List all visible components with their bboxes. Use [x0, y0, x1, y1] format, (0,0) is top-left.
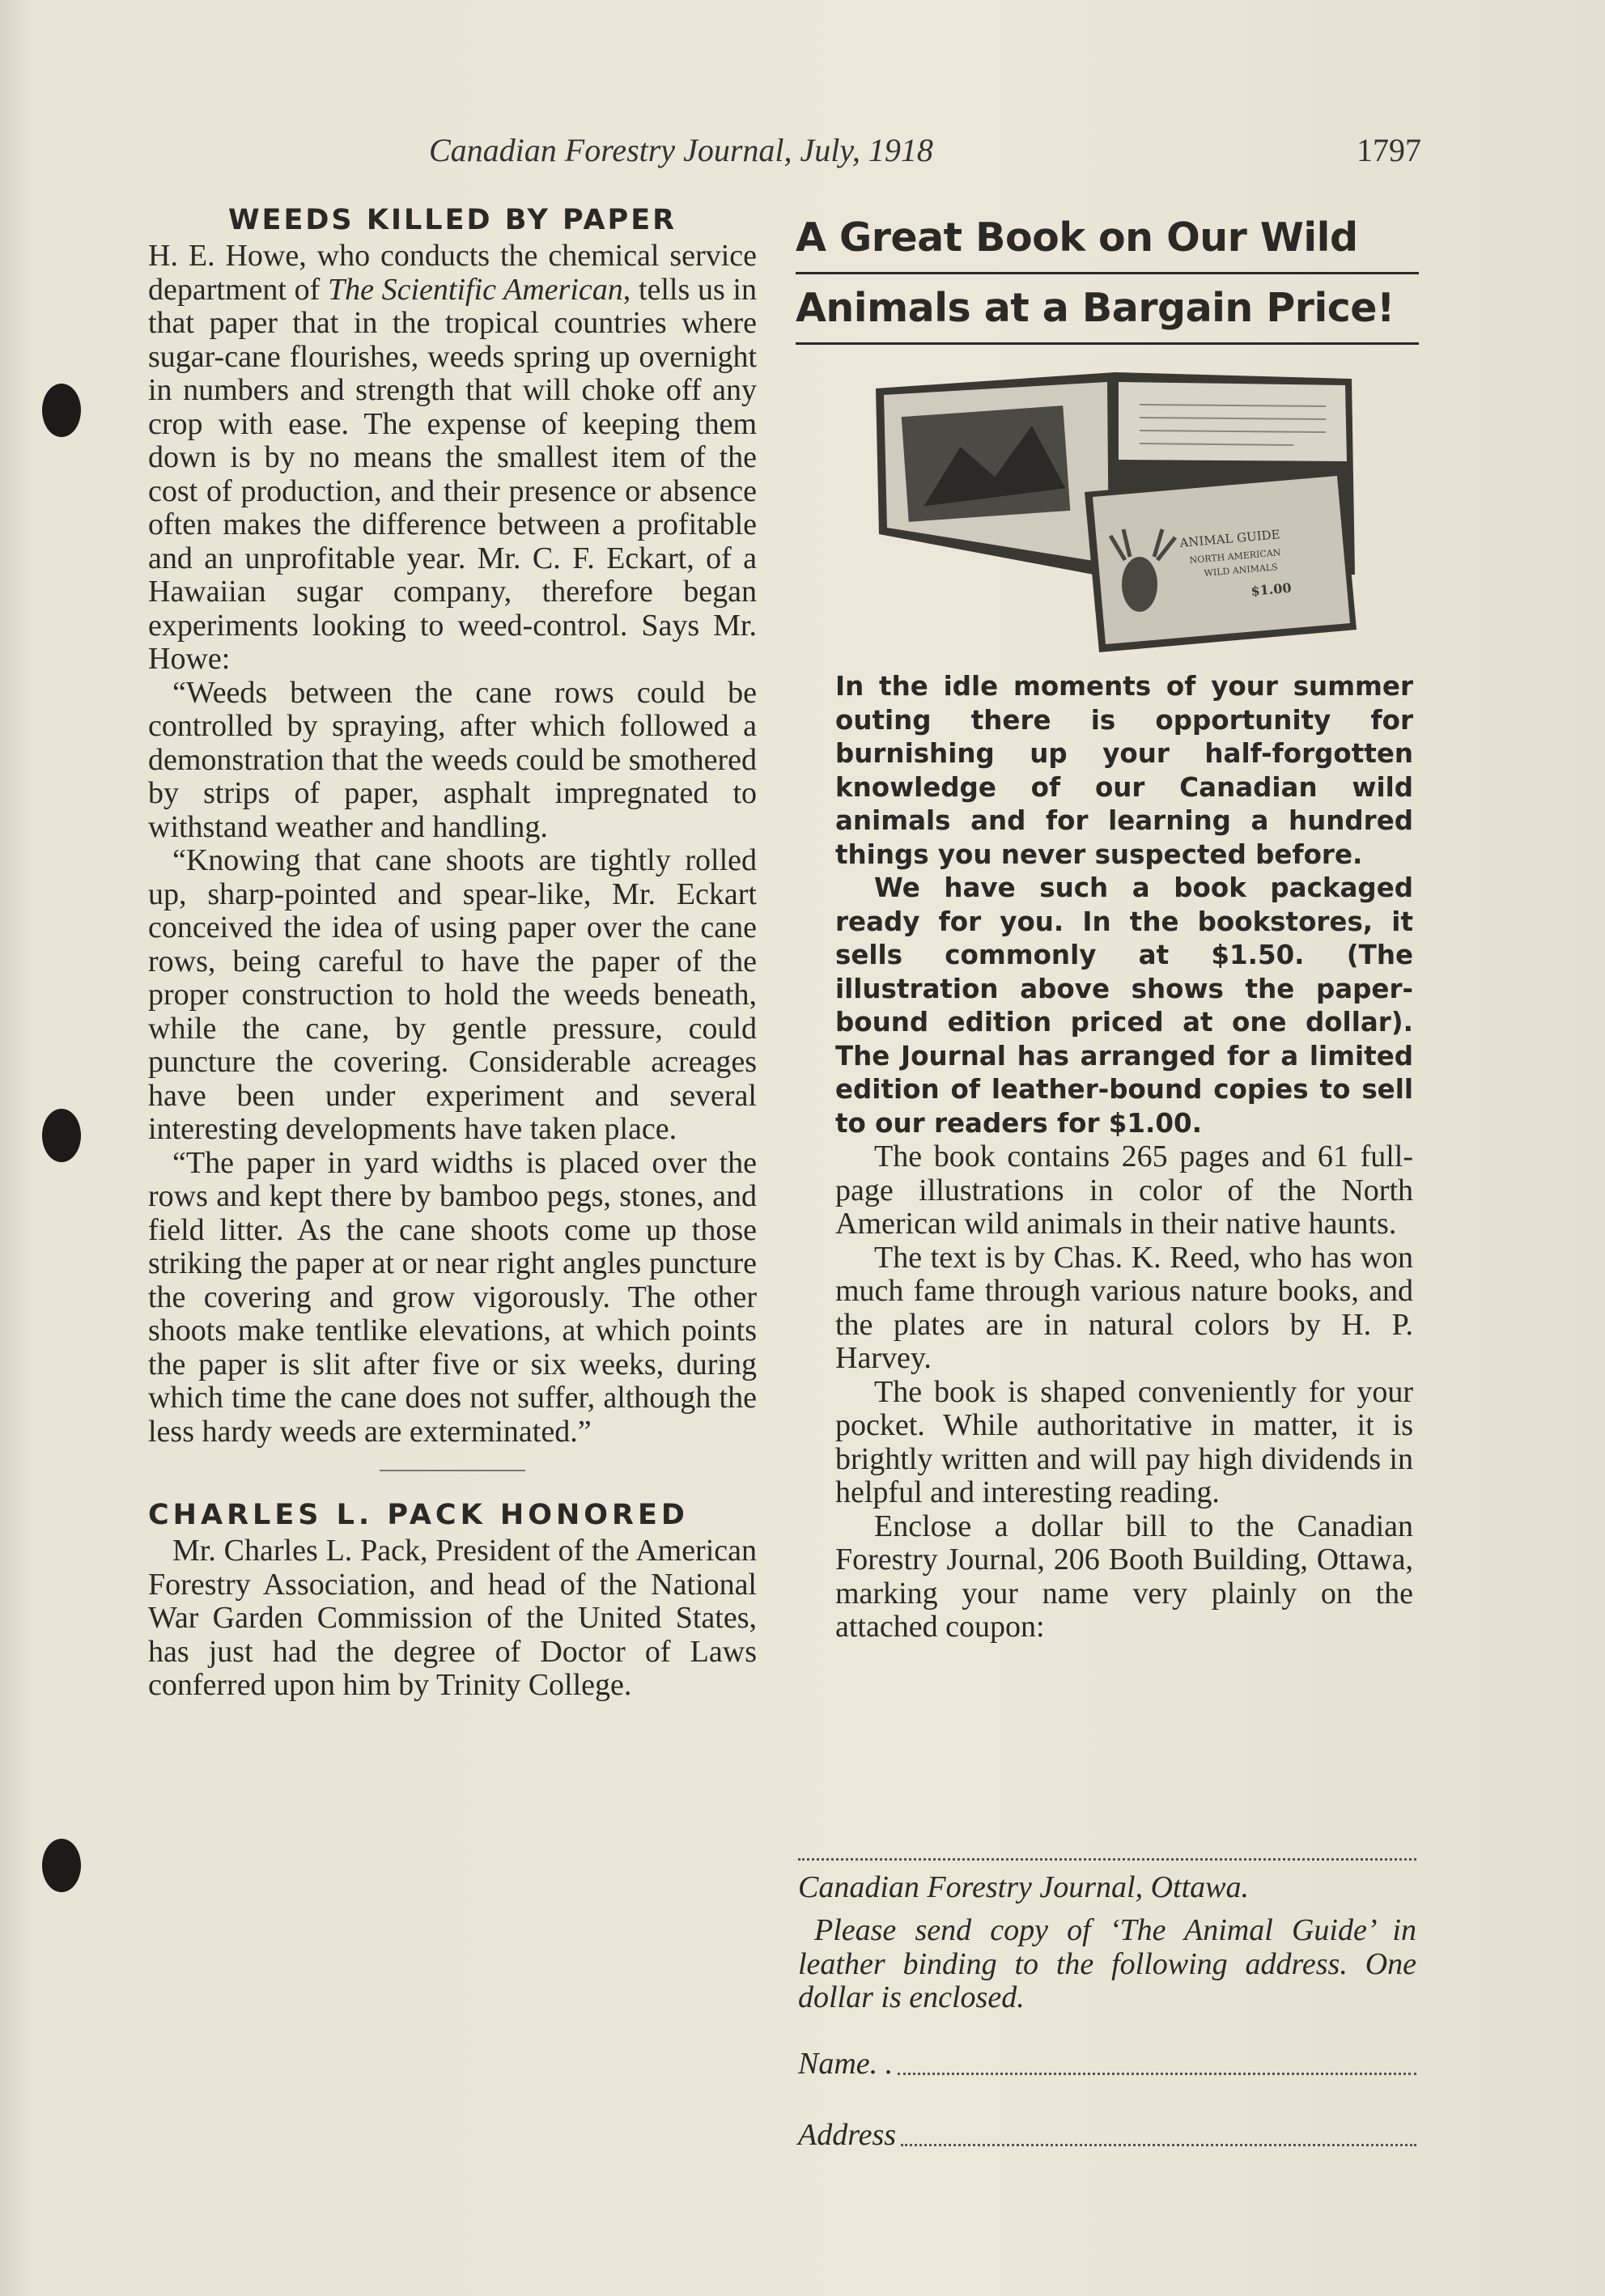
ad-headline-line1: A Great Book on Our Wild [796, 204, 1419, 274]
coupon-name-line[interactable] [898, 2073, 1416, 2075]
section-divider [380, 1470, 525, 1471]
coupon-name-field[interactable] [798, 2043, 1416, 2082]
coupon-address-field[interactable] [798, 2114, 1416, 2153]
paperbound-book [1085, 469, 1357, 652]
running-header [429, 131, 1421, 180]
ad-body [835, 670, 1413, 1645]
ad-paragraph-5: The book is shaped conveniently for your pocket. While authoritative in matter, it is brightly written and will pay high dividends in helpful and interesting reading. [835, 1374, 1413, 1509]
binding-hole-middle [42, 1109, 81, 1162]
svg-text:NORTH AMERICAN: NORTH AMERICAN [1189, 547, 1281, 566]
svg-text:$1.00: $1.00 [1250, 579, 1293, 599]
weeds-paragraph-2: “Weeds between the cane rows could be controlled by spraying, after which followed a demonstration that the weeds could be smothered by strips of paper, asphalt impregnated to withstand weather and handling. [148, 675, 757, 844]
coupon-name-label: Name. . [798, 2046, 894, 2081]
order-coupon[interactable] [798, 1858, 1416, 2153]
binding-hole-bottom [42, 1839, 81, 1892]
svg-text:ANIMAL GUIDE: ANIMAL GUIDE [1178, 527, 1281, 550]
weeds-paragraph-4: “The paper in yard widths is placed over the rows and kept there by bamboo pegs, stones, and field litter. As the cane shoots come up those striking the paper at or near right angles puncture the covering and grow vigorously. The other shoots make tentlike elevations, at which points the paper is slit after five or six weeks, during which time the cane does not suffer, although the less hardy weeds are exterminated.” [148, 1145, 757, 1449]
coupon-address-label: Address [798, 2117, 897, 2152]
ad-paragraph-6: Enclose a dollar bill to the Canadian Forestry Journal, 206 Booth Building, Ottawa, marking your name very plainly on the attached coupon: [835, 1509, 1413, 1644]
binding-hole-top [42, 384, 81, 437]
article-heading-weeds: WEEDS KILLED BY PAPER [227, 204, 677, 236]
coupon-address-line[interactable] [901, 2144, 1416, 2146]
page-number: 1797 [1357, 132, 1421, 168]
coupon-addressee: Canadian Forestry Journal, Ottawa. [798, 1870, 1249, 1904]
journal-title: Canadian Forestry Journal, July, 1918 [429, 132, 933, 168]
ad-headline [796, 204, 1419, 345]
right-column [796, 204, 1419, 345]
svg-text:WILD ANIMALS: WILD ANIMALS [1204, 562, 1279, 579]
weeds-paragraph-3: “Knowing that cane shoots are tightly rolled up, sharp-pointed and spear-like, Mr. Eckart conceived the idea of using paper over the cane rows, being careful to have the paper of the proper construction to hold the weeds beneath, while the cane, by gentle pressure, could puncture the covering. Considerable acreages have been under experiment and several interesting developments have taken place. [148, 843, 757, 1146]
left-column [148, 204, 757, 1703]
pack-paragraph-1: Mr. Charles L. Pack, President of the American Forestry Association, and head of the National War Garden Commission of the United States, has just had the degree of Doctor of Laws conferred upon him by Trinity College. [148, 1534, 757, 1702]
ad-paragraph-4: The text is by Chas. K. Reed, who has won much fame through various nature books, and the plates are in natural colors by H. P. Harvey. [835, 1240, 1413, 1375]
ad-headline-line2: Animals at a Bargain Price! [796, 274, 1419, 345]
ad-paragraph-3: The book contains 265 pages and 61 full-page illustrations in color of the North American wild animals in their native haunts. [835, 1140, 1413, 1241]
ad-bold-paragraph-1: In the idle moments of your summer outing there is opportunity for burnishing up your half-forgotten knowledge of our Canadian wild animals and for learning a hundred things you never suspected before. [835, 671, 1413, 870]
article-heading-pack: CHARLES L. PACK HONORED [148, 1499, 689, 1531]
ad-bold-paragraph-2: We have such a book packaged ready for you. In the bookstores, it sells commonly at $1.50. (The illustration above shows the paper-bound edition priced at one dollar). The Journal has arranged for a limited edition of leather-bound copies to sell to our readers for $1.00. [835, 872, 1413, 1139]
coupon-cut-line [798, 1858, 1416, 1861]
weeds-paragraph-1: H. E. Howe, who conducts the chemical service department of The Scientific American, tells us in that paper that in the tropical countries where sugar-cane flourishes, weeds spring up overnight in numbers and strength that will choke off any crop with ease. The expense of keeping them down is by no means the smallest item of the cost of production, and their presence or absence often makes the difference between a profitable and an unprofitable year. Mr. C. F. Eckart, of a Hawaiian sugar company, therefore began experiments looking to weed-control. Says Mr. Howe: [148, 239, 757, 676]
book-illustration [873, 372, 1358, 656]
coupon-body: Please send copy of ‘The Animal Guide’ in leather binding to the following address. One dollar is enclosed. [798, 1913, 1416, 2014]
